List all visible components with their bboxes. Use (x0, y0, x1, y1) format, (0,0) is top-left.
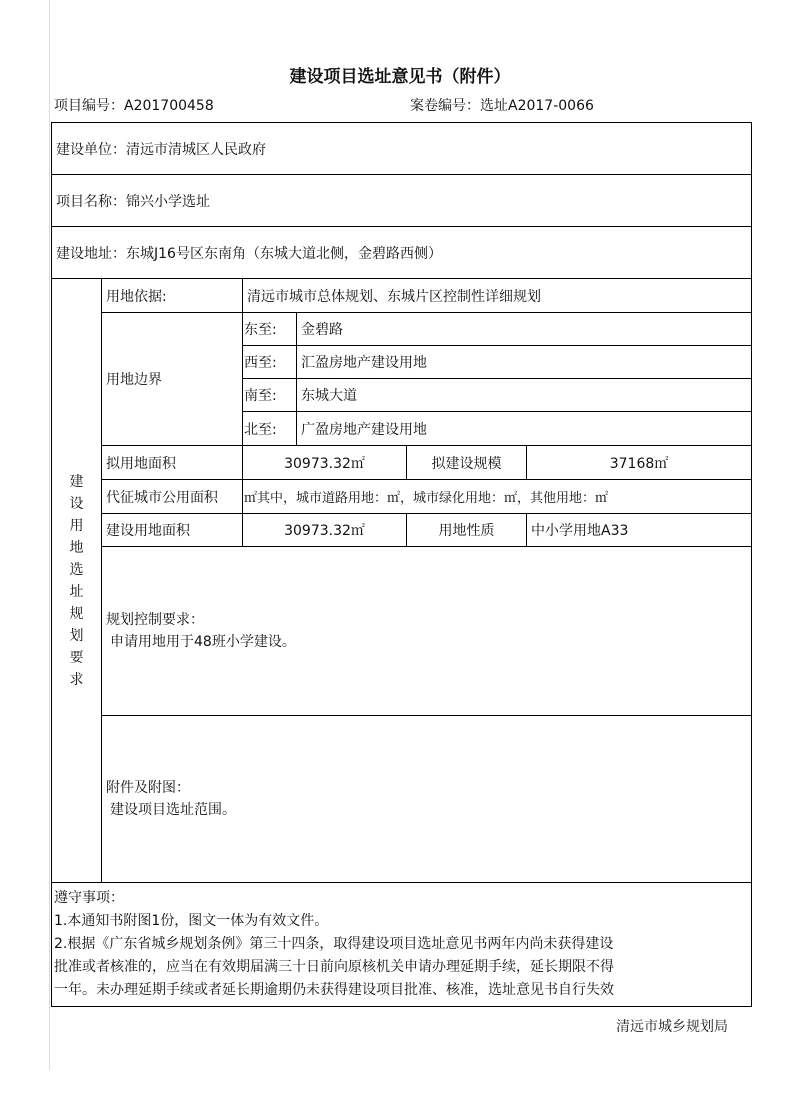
attachments-title: 附件及附图： (106, 780, 190, 796)
proposed-scale-value: 37168㎡ (527, 446, 752, 480)
proposed-area-label: 拟用地面积 (102, 446, 243, 480)
issuing-authority: 清远市城乡规划局 (616, 1019, 728, 1035)
land-basis-label: 用地依据: (102, 279, 243, 313)
boundary-south-label: 南至: (243, 379, 297, 412)
build-area-value: 30973.32㎡ (243, 514, 407, 547)
build-area-label: 建设用地面积 (102, 514, 243, 547)
attachments-text: 建设项目选址范围。 (110, 802, 236, 818)
boundary-north-value: 广盈房地产建设用地 (297, 412, 752, 446)
boundary-west-label: 西至: (243, 346, 297, 379)
boundary-east-value: 金碧路 (297, 313, 752, 346)
boundary-label: 用地边界 (102, 313, 243, 446)
side-vertical-label: 建 设 用 地 选 址 规 划 要 求 (52, 279, 102, 883)
planning-requirements-text: 申请用地用于48班小学建设。 (110, 634, 296, 650)
project-name-row: 项目名称：锦兴小学选址 (52, 175, 752, 227)
notes-item-1: 1.本通知书附图1份，图文一体为有效文件。 (54, 913, 329, 929)
document-title: 建设项目选址意见书（附件） (289, 67, 511, 87)
land-nature-value: 中小学用地A33 (527, 514, 752, 547)
page-margin-rule (49, 0, 50, 1070)
public-land-label: 代征城市公用面积 (102, 480, 243, 514)
notes-title: 遵守事项： (54, 890, 124, 906)
land-basis-value: 清远市城市总体规划、东城片区控制性详细规划 (243, 279, 752, 313)
public-land-value: ㎡其中，城市道路用地：㎡，城市绿化用地：㎡，其他用地：㎡ (243, 480, 752, 514)
boundary-east-label: 东至: (243, 313, 297, 346)
boundary-south-value: 东城大道 (297, 379, 752, 412)
site-selection-form (51, 122, 752, 1007)
notes-item-2-cont: 批准或者核准的，应当在有效期届满三十日前向原核机关申请办理延期手续，延长期限不得 (54, 959, 614, 975)
proposed-area-value: 30973.32㎡ (243, 446, 407, 480)
planning-requirements (102, 547, 752, 716)
boundary-west-value: 汇盈房地产建设用地 (297, 346, 752, 379)
address-row: 建设地址：东城J16号区东南角（东城大道北侧，金碧路西侧） (52, 227, 752, 279)
notes-item-2: 2.根据《广东省城乡规划条例》第三十四条，取得建设项目选址意见书两年内尚未获得建设 (54, 936, 614, 952)
file-number: 案卷编号：选址A2017-0066 (410, 98, 594, 114)
attachments (102, 716, 752, 883)
project-number: 项目编号：A201700458 (54, 98, 214, 114)
builder-row: 建设单位：清远市清城区人民政府 (52, 123, 752, 175)
notes-item-2-end: 一年。未办理延期手续或者延长期逾期仍未获得建设项目批准、核准，选址意见书自行失效 (54, 982, 614, 998)
boundary-north-label: 北至: (243, 412, 297, 446)
compliance-notes (52, 883, 752, 1007)
land-nature-label: 用地性质 (407, 514, 527, 547)
proposed-scale-label: 拟建设规模 (407, 446, 527, 480)
planning-requirements-title: 规划控制要求： (106, 612, 204, 628)
